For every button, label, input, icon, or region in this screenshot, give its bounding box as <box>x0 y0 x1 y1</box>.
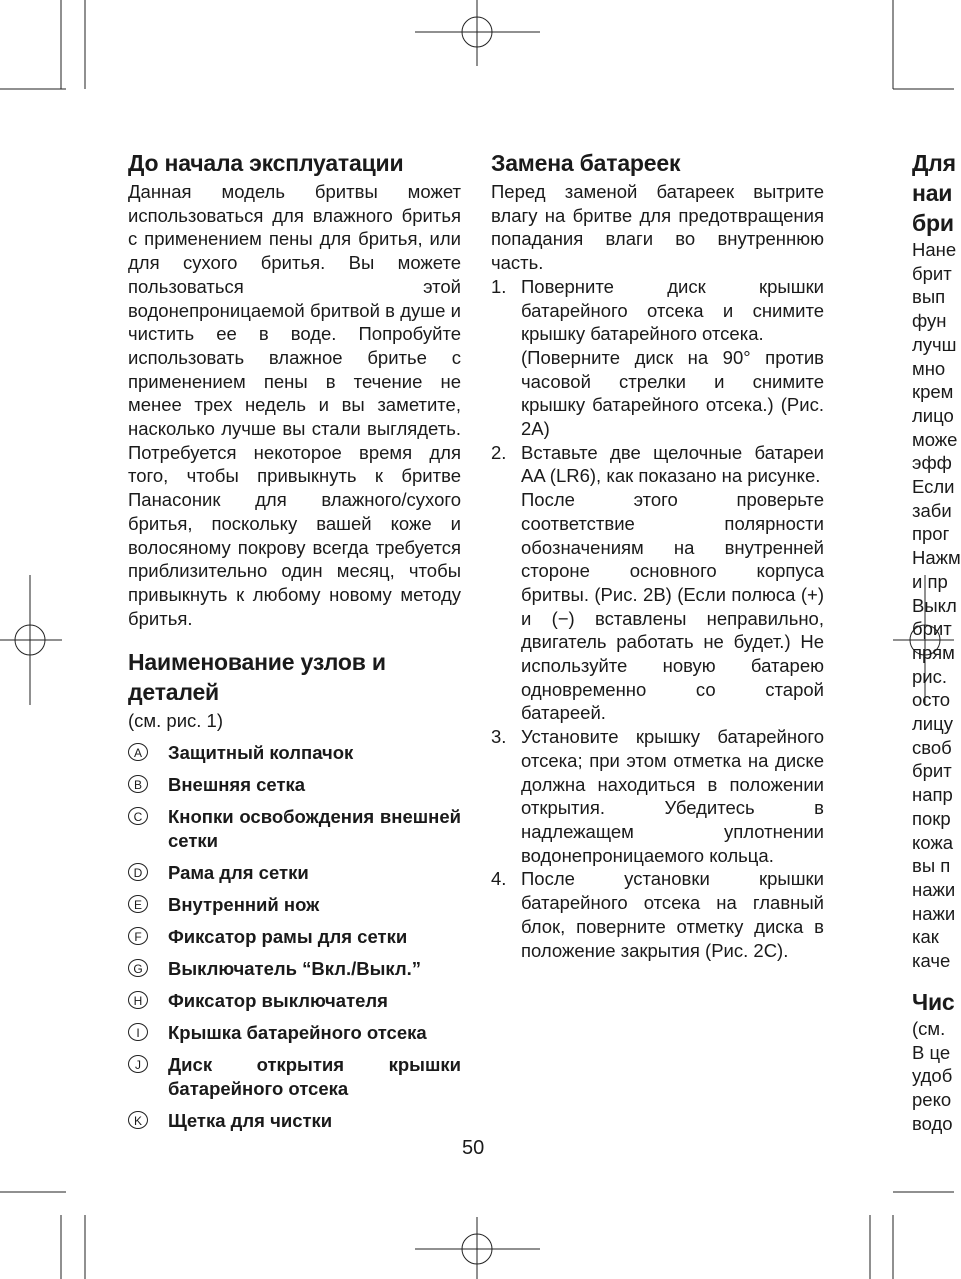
text-line: заби <box>912 499 952 521</box>
text-line: напр <box>912 784 953 806</box>
step-number: 2. <box>491 441 507 463</box>
battery-intro: Перед заменой батареек вытрите влагу на бритве для предотвращения попадания влаги во внутреннюю часть. <box>491 181 824 274</box>
text-line: эфф <box>912 452 952 474</box>
clipped-heading <box>912 148 954 238</box>
circled-letter-icon: G <box>128 959 148 977</box>
circled-letter-icon: I <box>128 1023 148 1041</box>
circled-letter-icon: J <box>128 1055 148 1073</box>
part-label: Защитный колпачок <box>168 742 354 764</box>
section-heading-battery: Замена батареек <box>491 150 681 176</box>
text-line: нажи <box>912 902 956 924</box>
text-line: Если <box>912 476 955 498</box>
list-item <box>128 1021 461 1045</box>
clipped-heading-2: Чис <box>912 988 955 1015</box>
clipped-body-2 <box>912 1017 954 1136</box>
heading-line: бри <box>912 210 954 236</box>
section-heading-before-use: До начала эксплуатации <box>128 150 404 176</box>
list-item <box>128 957 461 981</box>
part-label: Внешняя сетка <box>168 774 306 796</box>
text-line: нажи <box>912 878 956 900</box>
steps-list <box>491 275 824 962</box>
intro-paragraph: Данная модель бритвы может использоваться для влажного бритья с применением пены для бритья, или для сухого бритья. Вы можете пользоваться этой водонепроницаемой бритвой в душе и чистить ее в воде. Попробуйте использовать влажное бритье с применением пены в течение не менее трех недель и вы заметите, насколько лучше вы стали выглядеть. Потребуется некоторое время для того, чтобы привыкнуть к бритве Панасоник для влажного/сухого бритья, поскольку вашей коже и волосяному покрову всегда требуется приблизительно один месяц, чтобы привыкнуть к любому новому методу бритья. <box>128 181 461 629</box>
text-line: лучш <box>912 333 957 355</box>
circled-letter-icon: A <box>128 743 148 761</box>
step-number: 3. <box>491 726 507 748</box>
text-line: водо <box>912 1112 953 1134</box>
list-item <box>491 275 824 441</box>
part-label: Внутренний нож <box>168 894 320 916</box>
left-column <box>128 148 461 1141</box>
text-line: (см. <box>912 1017 946 1039</box>
step-number: 4. <box>491 868 507 890</box>
text-line: осто <box>912 689 951 711</box>
text-line: реко <box>912 1088 952 1110</box>
circled-letter-icon: H <box>128 991 148 1009</box>
list-item <box>128 893 461 917</box>
part-label: Фиксатор выключателя <box>168 990 388 1012</box>
text-line: удоб <box>912 1065 953 1087</box>
parts-list <box>128 741 461 1133</box>
text-line: лицу <box>912 713 953 735</box>
circled-letter-icon: C <box>128 807 148 825</box>
text-line: фун <box>912 310 947 332</box>
list-item <box>128 773 461 797</box>
text-line: брит <box>912 618 952 640</box>
text-line: Нане <box>912 239 957 260</box>
text-line: покр <box>912 807 951 829</box>
heading-line: Для <box>912 150 956 176</box>
step-text: Поверните диск крышки батарейного отсека и снимите крышку батарейного отсека. <box>521 275 824 345</box>
list-item <box>128 925 461 949</box>
part-label: Диск открытия крышки батарейного отсека <box>168 1054 461 1100</box>
text-line: вы п <box>912 855 951 877</box>
circled-letter-icon: F <box>128 927 148 945</box>
page-number: 50 <box>462 1137 485 1159</box>
text-line: рис. <box>912 665 948 687</box>
step-text: Вставьте две щелочные батареи AA (LR6), как показано на рисунке. <box>521 441 824 487</box>
step-text: Установите крышку батарейного отсека; при этом отметка на диске должна находиться в положении открытия. Убедитесь в надлежащем уплотнении водонепроницаемого кольца. <box>521 726 824 866</box>
part-label: Фиксатор рамы для сетки <box>168 926 408 948</box>
text-line: и пр <box>912 570 948 592</box>
right-column-clipped <box>912 148 961 1135</box>
step-text: После установки крышки батарейного отсека на главный блок, поверните отметку диска в положение закрытия (Рис. 2C). <box>521 868 824 961</box>
circled-letter-icon: E <box>128 895 148 913</box>
heading-line: наи <box>912 180 953 206</box>
text-line: как <box>912 926 939 948</box>
text-line: вып <box>912 286 946 308</box>
list-item <box>491 441 824 725</box>
clipped-body <box>912 238 961 973</box>
circled-letter-icon: K <box>128 1111 148 1129</box>
section-heading-parts: Наименование узлов и деталей <box>128 649 386 706</box>
list-item <box>128 741 461 765</box>
see-figure-note: (см. рис. 1) <box>128 710 224 732</box>
list-item <box>128 1053 461 1101</box>
middle-column <box>491 148 824 962</box>
part-label: Кнопки освобождения внешней сетки <box>168 806 461 852</box>
text-line: Нажм <box>912 547 961 569</box>
step-note: (Поверните диск на 90° против часовой стрелки и снимите крышку батарейного отсека.) (Рис. 2A) <box>521 346 824 440</box>
text-line: Выкл <box>912 594 957 616</box>
list-item <box>491 725 824 867</box>
text-line: прям <box>912 641 955 663</box>
text-line: брит <box>912 262 952 284</box>
text-line: мно <box>912 357 946 379</box>
circled-letter-icon: B <box>128 775 148 793</box>
text-line: кожа <box>912 831 954 853</box>
text-line: каче <box>912 950 951 972</box>
list-item <box>128 861 461 885</box>
part-label: Рама для сетки <box>168 862 309 884</box>
text-line: брит <box>912 760 952 782</box>
text-line: крем <box>912 381 954 403</box>
part-label: Щетка для чистки <box>168 1110 333 1132</box>
text-line: може <box>912 428 958 450</box>
circled-letter-icon: D <box>128 863 148 881</box>
text-line: прог <box>912 523 950 545</box>
text-line: В це <box>912 1041 951 1063</box>
step-note: После этого проверьте соответствие полярности обозначениям на внутренней стороне основного корпуса бритвы. (Рис. 2B) (Если полюса (+) и (−) вставлены неправильно, двигатель работать не будет.) Не используйте новую батарею одновременно со старой батареей. <box>521 489 824 724</box>
list-item <box>128 805 461 853</box>
part-label: Крышка батарейного отсека <box>168 1022 427 1044</box>
part-label: Выключатель “Вкл./Выкл.” <box>168 958 422 980</box>
list-item <box>491 867 824 962</box>
step-number: 1. <box>491 275 507 297</box>
list-item <box>128 1109 461 1133</box>
list-item <box>128 989 461 1013</box>
text-line: своб <box>912 736 952 758</box>
text-line: лицо <box>912 404 954 426</box>
